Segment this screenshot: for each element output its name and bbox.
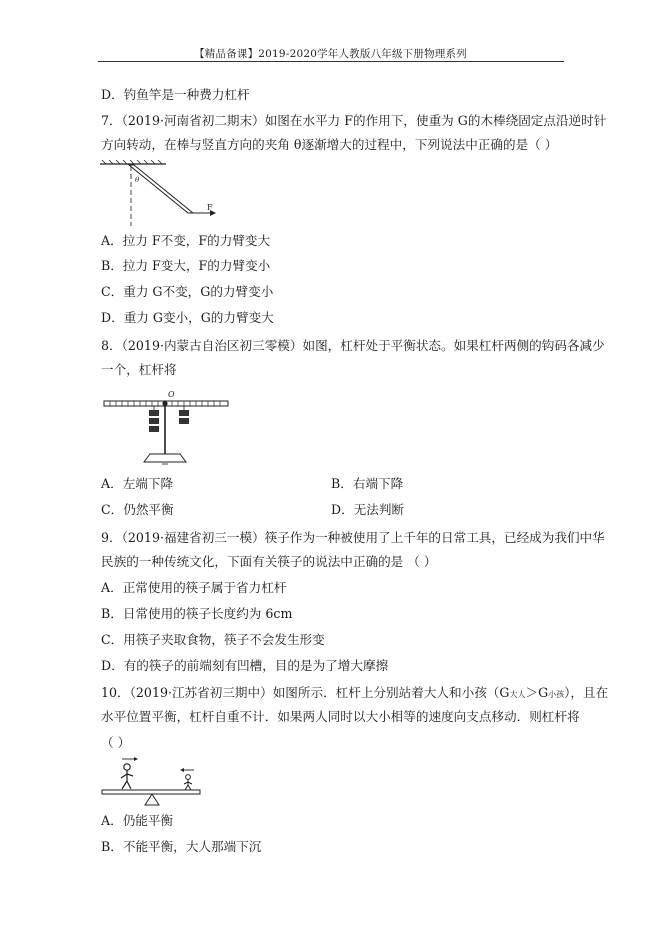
q10-stem-line2: 水平位置平衡，杠杆自重不计．如果两人同时以大小相等的速度向支点移动．则杠杆将 — [101, 709, 580, 724]
q10-option-b: B．不能平衡，大人那端下沉 — [101, 839, 262, 854]
q10-child-figure — [184, 775, 192, 790]
q7-option-a: A．拉力 F不变，F的力臂变大 — [101, 233, 271, 248]
q8-option-d: D．无法判断 — [331, 502, 405, 517]
q7-lever-figure — [100, 160, 225, 230]
q8-stand-base — [144, 454, 186, 462]
q8-option-a: A．左端下降 — [101, 476, 174, 491]
q8-pivot-label: O — [168, 390, 175, 399]
q10-stem-text-a: 10．（2019·江苏省初三期中）如图所示．杠杆上分别站着大人和小孩（G — [101, 685, 510, 700]
q7-theta-label: θ — [135, 176, 140, 184]
q8-left-weight-1 — [149, 410, 159, 416]
prev-option-d: D．钓鱼竿是一种费力杠杆 — [101, 87, 250, 102]
q8-right-weight-1 — [179, 410, 189, 416]
q7-option-b: B．拉力 F变大，F的力臂变小 — [101, 258, 271, 273]
q10-fulcrum — [145, 794, 159, 805]
q7-option-c: C．重力 G不变，G的力臂变小 — [101, 284, 274, 299]
q8-pivot-point — [162, 401, 167, 406]
q10-subscript-child: 小孩 — [548, 690, 565, 699]
q10-subscript-adult: 大人 — [509, 690, 526, 699]
q9-option-b: B．日常使用的筷子长度约为 6cm — [101, 606, 293, 621]
q10-seesaw-figure — [100, 755, 205, 810]
q8-stem-line2: 一个，杠杆将 — [101, 362, 177, 377]
q9-stem-line1: 9．（2019·福建省初三一模）筷子作为一种被使用了上千年的日常工具，已经成为我们中华 — [101, 530, 605, 545]
q10-adult-figure — [121, 764, 133, 789]
q8-option-c: C．仍然平衡 — [101, 502, 174, 517]
q7-stem-line2: 方向转动，在棒与竖直方向的夹角 θ逐渐增大的过程中，下列说法中正确的是（ ） — [101, 137, 558, 152]
q7-stem-line1: 7．（2019·河南省初二期末）如图在水平力 F的作用下，使重为 G的木棒绕固定点沿逆时针 — [101, 113, 607, 128]
header-divider — [98, 61, 564, 62]
q9-option-d: D．有的筷子的前端刻有凹槽，目的是为了增大摩擦 — [101, 658, 389, 673]
q8-stem-line1: 8．（2019·内蒙古自治区初三零模）如图，杠杆处于平衡状态。如果杠杆两侧的钩码各减少 — [101, 338, 605, 353]
q10-child-arrowhead — [180, 768, 184, 772]
q10-greater-than: ＞G — [525, 685, 549, 700]
q8-left-weight-2 — [149, 418, 159, 424]
q10-stem-line3: （ ） — [101, 735, 131, 750]
q9-stem-line2: 民族的一种传统文化，下面有关筷子的说法中正确的是 （ ） — [101, 554, 437, 569]
q10-option-a: A．仍能平衡 — [101, 813, 174, 828]
q10-adult-arrowhead — [134, 757, 138, 761]
q10-stem-line1 — [101, 685, 608, 703]
q10-lever-plank — [102, 790, 200, 794]
q8-option-b: B．右端下降 — [331, 476, 404, 491]
q8-left-weight-3 — [149, 426, 159, 432]
q7-wooden-rod — [129, 165, 193, 213]
q10-stem-text-b: ），且在 — [564, 685, 609, 700]
q7-option-d: D．重力 G变小，G的力臂变大 — [101, 310, 274, 325]
q8-right-weight-2 — [179, 418, 189, 424]
q9-option-a: A．正常使用的筷子属于省力杠杆 — [101, 580, 287, 595]
q7-force-label: F — [207, 203, 213, 212]
q8-lever-figure — [102, 386, 232, 468]
page-header: 【精品备课】2019-2020学年人教版八年级下册物理系列 — [194, 48, 467, 60]
q9-option-c: C．用筷子夹取食物，筷子不会发生形变 — [101, 632, 325, 647]
